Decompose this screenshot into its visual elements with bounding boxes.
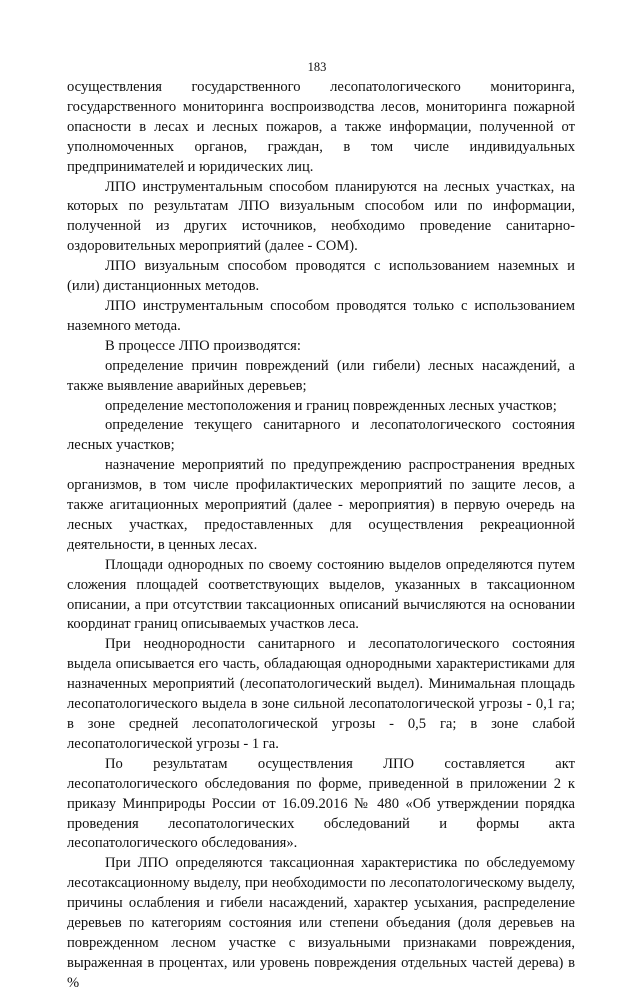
paragraph-3: ЛПО визуальным способом проводятся с использованием наземных и (или) дистанционных методов. (67, 258, 575, 295)
page-number: 183 (307, 60, 327, 74)
paragraph-2: ЛПО инструментальным способом планируются на лесных участках, на которых по результатам ЛПО визуальным способом или по информации, полученной из других источников, необходимо проведение санитарно-оздоровительных мероприятий (далее - СОМ). (67, 178, 575, 255)
paragraph-7: При неоднородности санитарного и лесопатологического состояния выдела описывается его часть, обладающая однородными характеристиками для назначенных мероприятий (лесопатологический выдел). Минимальная площадь лесопатологического выдела в зоне сильной лесопатологической угрозы - 0,1 га; в зоне средней лесопатологической угрозы - 0,5 га; в зоне слабой лесопатологической угрозы - 1 га. (67, 636, 575, 752)
list-item-2: определение местоположения и границ поврежденных лесных участков; (105, 397, 557, 414)
document-body (67, 78, 575, 994)
paragraph-9: При ЛПО определяются таксационная характеристика по обследуемому лесотаксационному выделу, при необходимости по лесопатологическому выделу, причины ослабления и гибели насаждений, характер усыхания, распределение деревьев по категориям состояния или степени объедания (доля деревьев на поврежденном лесном участке с визуальными признаками повреждения, выраженная в процентах, или уровень повреждения отдельных частей дерева) в % (67, 855, 575, 991)
paragraph-5: В процессе ЛПО производятся: (105, 337, 301, 354)
paragraph-6: Площади однородных по своему состоянию выделов определяются путем сложения площадей соответствующих выделов, указанных в таксационном описании, а при отсутствии таксационных описаний вычисляются на основании координат границ описываемых участков леса. (67, 556, 575, 633)
list-item-3: определение текущего санитарного и лесопатологического состояния лесных участков; (67, 417, 575, 454)
paragraph-4: ЛПО инструментальным способом проводятся только с использованием наземного метода. (67, 297, 575, 334)
paragraph-8: По результатам осуществления ЛПО составляется акт лесопатологического обследования по форме, приведенной в приложении 2 к приказу Минприроды России от 16.09.2016 № 480 «Об утверждении порядка проведения лесопатологических обследований и формы акта лесопатологического обследования». (67, 755, 575, 852)
list-item-4: назначение мероприятий по предупреждению распространения вредных организмов, в том числе профилактических мероприятий по защите лесов, а также агитационных мероприятий (далее - мероприятия) в первую очередь на лесных участках, предоставленных для осуществления рекреационной деятельности, в ценных лесах. (67, 457, 575, 553)
paragraph-1: осуществления государственного лесопатологического мониторинга, государственного мониторинга воспроизводства лесов, мониторинга пожарной опасности в лесах и лесных пожаров, а также информации, полученной от уполномоченных органов, граждан, в том числе индивидуальных предпринимателей и юридических лиц. (67, 79, 575, 175)
list-item-1: определение причин повреждений (или гибели) лесных насаждений, а также выявление аварийных деревьев; (67, 357, 575, 394)
